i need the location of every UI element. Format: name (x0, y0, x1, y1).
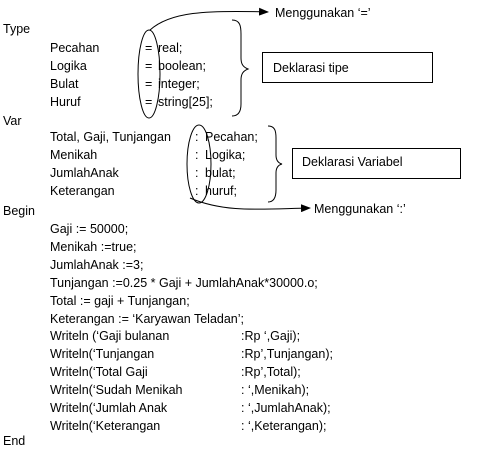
type-brace (232, 20, 248, 116)
var-operator: : (195, 166, 199, 180)
writeln-arg: :Rp ‘,Gaji); (241, 329, 301, 343)
writeln-arg: :Rp’,Tunjangan); (241, 347, 333, 361)
statement-line: JumlahAnak :=3; (50, 258, 144, 272)
end-keyword: End (3, 434, 26, 448)
begin-keyword: Begin (3, 204, 35, 218)
var-declaration-box (292, 148, 461, 179)
uses-colon-label: Menggunakan ‘:’ (314, 202, 406, 216)
type-value: boolean; (158, 59, 206, 73)
var-declaration-label: Deklarasi Variabel (302, 155, 403, 169)
colon-arrow (190, 198, 310, 209)
type-value: real; (158, 41, 183, 55)
writeln-arg: :Rp’,Total); (241, 365, 301, 379)
writeln-call: Writeln(‘Keterangan (50, 419, 161, 433)
writeln-call: Writeln(‘Jumlah Anak (50, 401, 168, 415)
var-operator: : (195, 130, 199, 144)
type-keyword: Type (3, 22, 31, 36)
statement-line: Gaji := 50000; (50, 222, 129, 236)
type-declaration-box (262, 52, 433, 83)
writeln-call: Writeln(‘Tunjangan (50, 347, 155, 361)
var-name: Total, Gaji, Tunjangan (50, 130, 171, 144)
writeln-arg: : ‘,Menikah); (241, 383, 310, 397)
type-name: Bulat (50, 77, 79, 91)
statement-line: Menikah :=true; (50, 240, 137, 254)
statement-line: Total := gaji + Tunjangan; (50, 294, 190, 308)
type-declaration-label: Deklarasi tipe (273, 61, 349, 75)
var-type: bulat; (205, 166, 236, 180)
type-name: Pecahan (50, 41, 100, 55)
var-operator: : (195, 148, 199, 162)
statement-line: Keterangan := ‘Karyawan Teladan’; (50, 312, 245, 326)
var-name: JumlahAnak (50, 166, 119, 180)
type-value: integer; (158, 77, 200, 91)
writeln-arg: : ‘,JumlahAnak); (241, 401, 331, 415)
var-keyword: Var (3, 114, 22, 128)
uses-equals-label: Menggunakan ‘=’ (275, 6, 371, 20)
type-operator: = (145, 59, 153, 73)
type-name: Logika (50, 59, 87, 73)
type-value: string[25]; (158, 95, 213, 109)
equals-arrow (150, 11, 268, 30)
type-operator: = (145, 95, 153, 109)
writeln-call: Writeln(‘Total Gaji (50, 365, 148, 379)
statement-line: Tunjangan :=0.25 * Gaji + JumlahAnak*30000.o; (50, 276, 318, 290)
var-name: Menikah (50, 148, 98, 162)
writeln-arg: : ‘,Keterangan); (241, 419, 327, 433)
var-type: Logika; (205, 148, 246, 162)
var-operator: : (195, 184, 199, 198)
type-operator: = (145, 77, 153, 91)
var-type: huruf; (205, 184, 237, 198)
writeln-call: Writeln(‘Sudah Menikah (50, 383, 183, 397)
var-type: Pecahan; (205, 130, 258, 144)
type-operator: = (145, 41, 153, 55)
var-name: Keterangan (50, 184, 115, 198)
writeln-call: Writeln (‘Gaji bulanan (50, 329, 170, 343)
var-brace (268, 126, 282, 202)
type-name: Huruf (50, 95, 81, 109)
